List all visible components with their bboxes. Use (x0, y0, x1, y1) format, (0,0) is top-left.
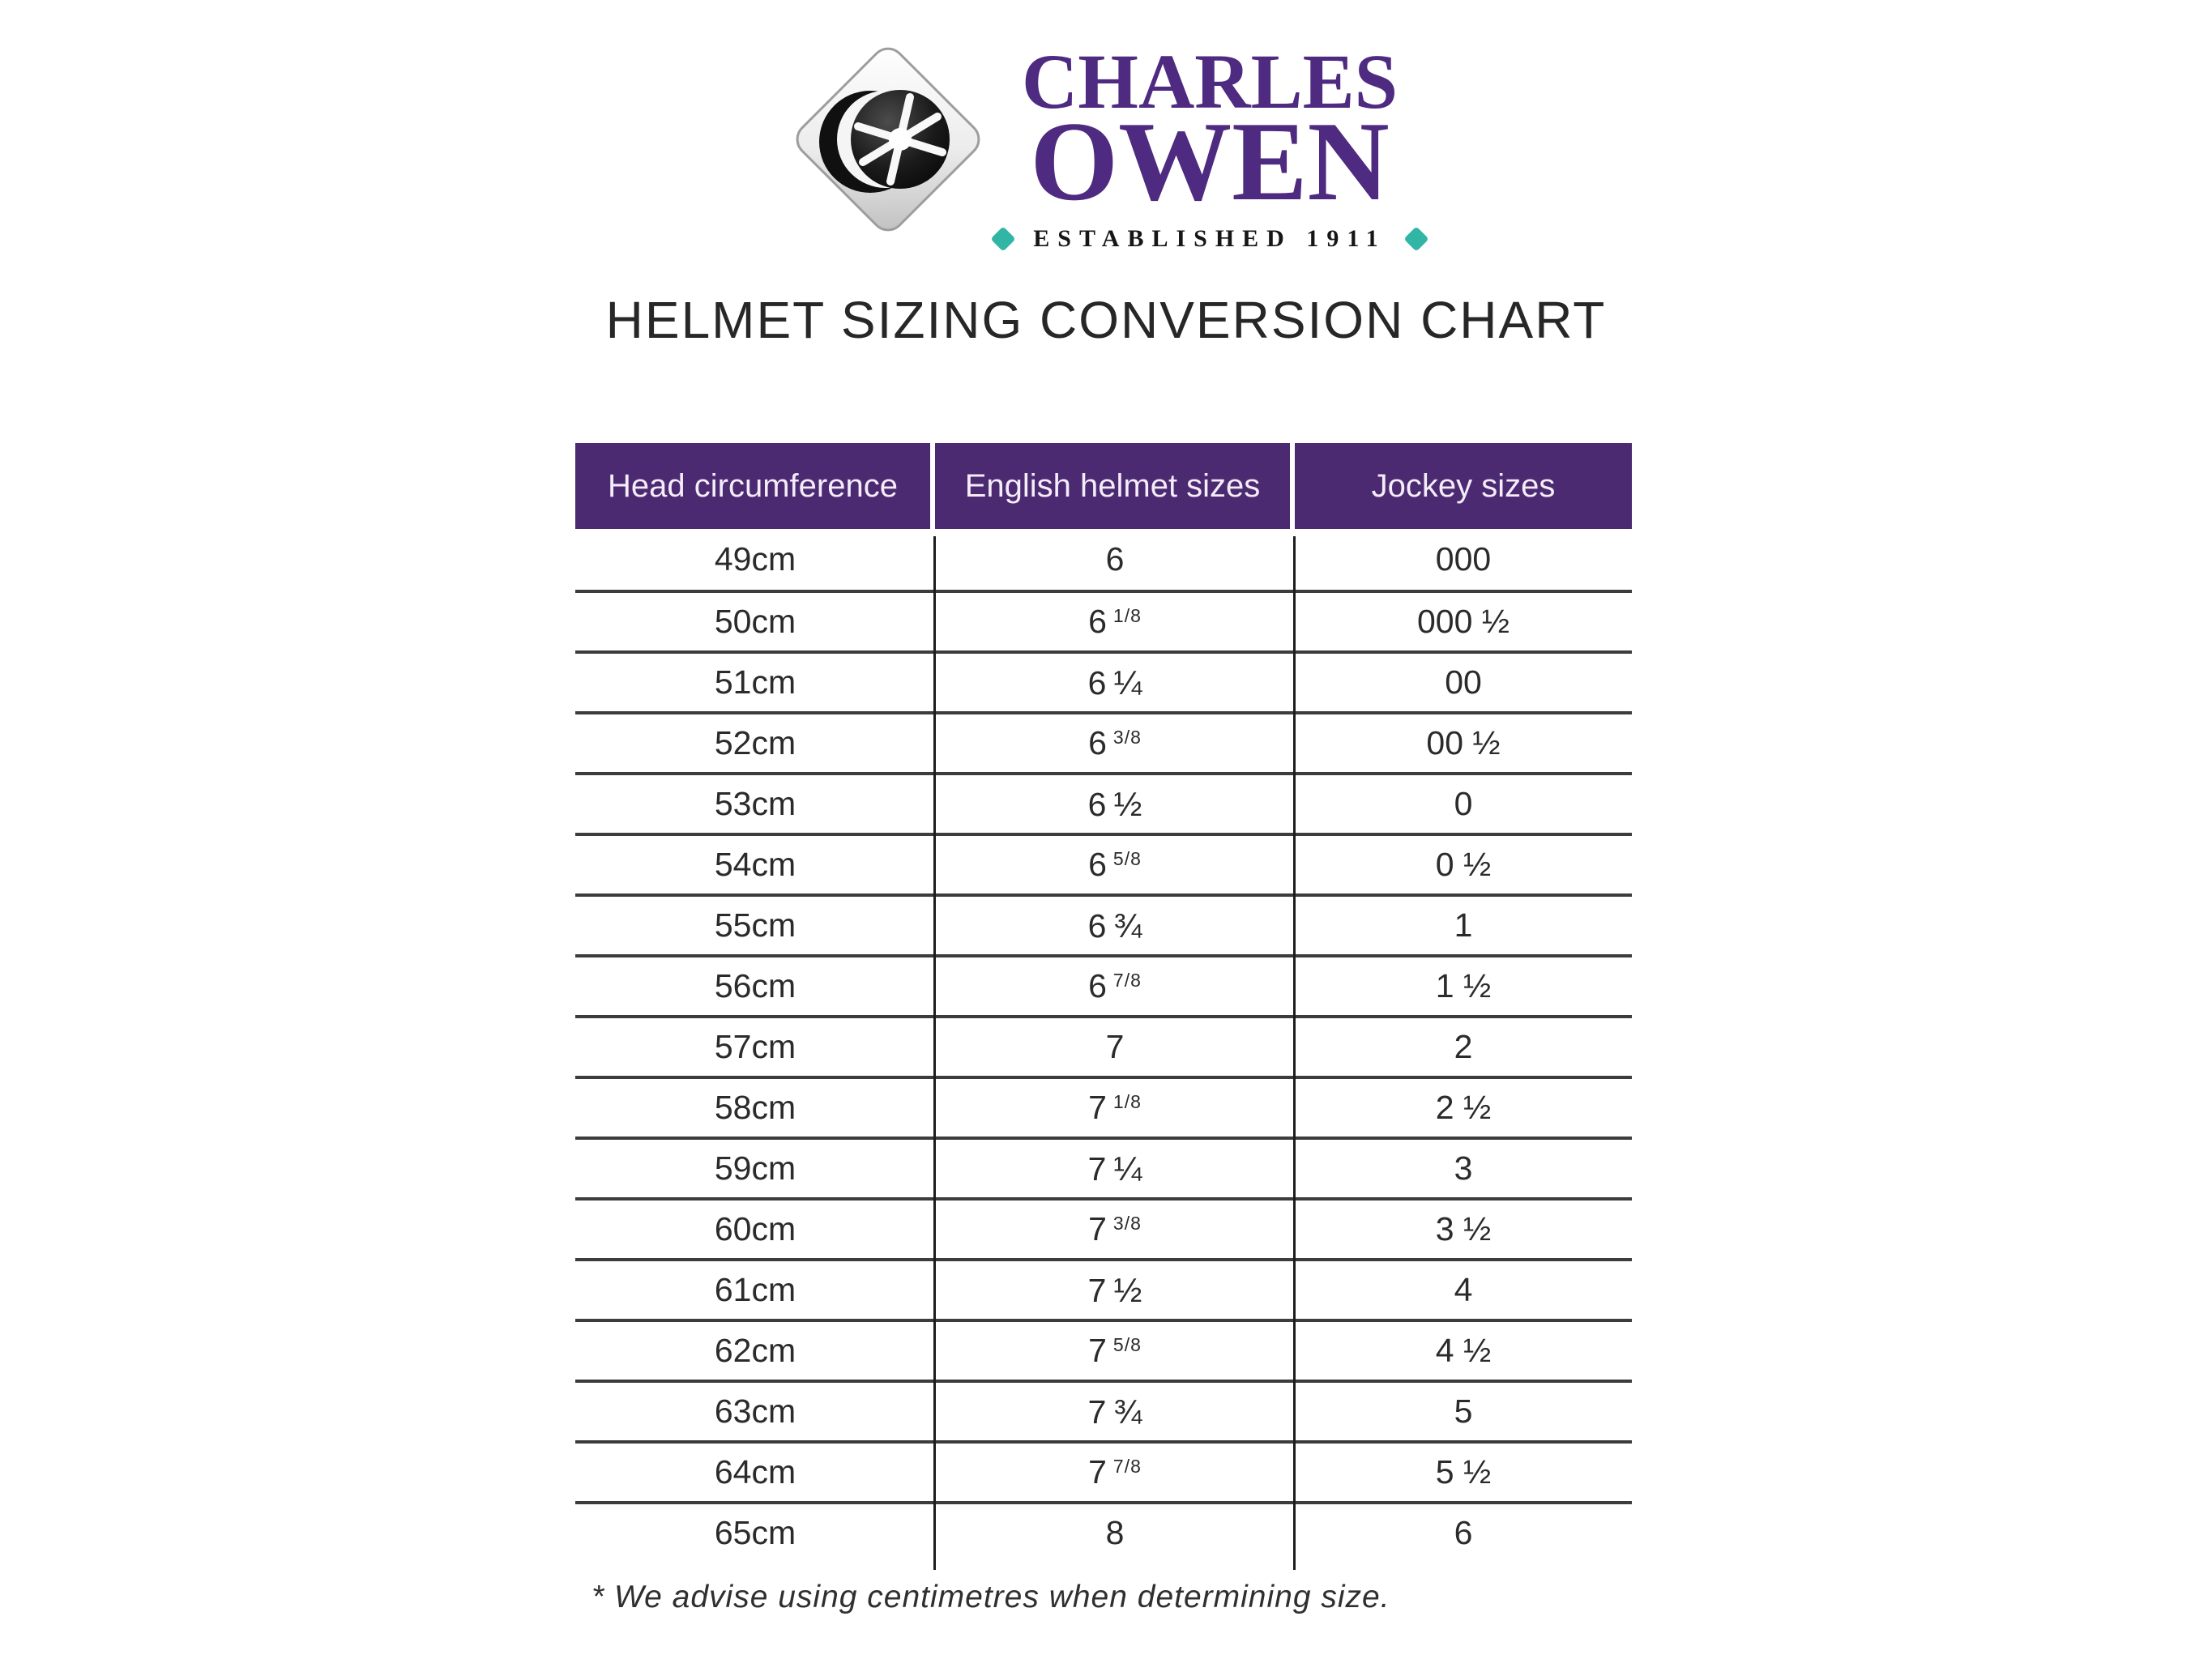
cell-english-helmet-size: 6 ¾ (1087, 906, 1142, 945)
table-row (575, 1197, 1632, 1258)
cell-english-helmet-size: 6 $^{7/8}$ (1088, 967, 1142, 1004)
cell-head-circumference: 56cm (714, 967, 796, 1004)
header-jockey-sizes: Jockey sizes (1295, 443, 1632, 529)
fraction: ¼ (1113, 663, 1142, 702)
table-row (575, 590, 1632, 650)
logo (0, 36, 2212, 253)
cell-english-helmet-size: 6 $^{3/8}$ (1088, 724, 1142, 761)
table-row (575, 1440, 1632, 1501)
cell-english-helmet-size: 7 ½ (1087, 1270, 1142, 1309)
cell-english-helmet-size: 6 $^{5/8}$ (1088, 846, 1142, 883)
table-row (575, 833, 1632, 893)
table-row (575, 772, 1632, 833)
cell-head-circumference: 53cm (714, 785, 796, 822)
table-row (575, 1015, 1632, 1076)
cell-jockey-size: 00 (1445, 663, 1482, 701)
cell-english-helmet-size: 7 $^{1/8}$ (1088, 1089, 1142, 1126)
cell-jockey-size: 0 ½ (1435, 846, 1492, 883)
cell-jockey-size: 000 ½ (1417, 603, 1510, 640)
footnote: * We advise using centimetres when determining size. (591, 1580, 1390, 1614)
teal-diamond-left-icon (991, 226, 1016, 251)
fraction: ½ (1113, 1270, 1142, 1309)
table-row (575, 1501, 1632, 1562)
brand-name-line2: OWEN (1030, 99, 1390, 224)
cell-head-circumference: 65cm (714, 1514, 796, 1551)
fraction: 3/8 (1112, 727, 1142, 748)
cell-english-helmet-size: 7 $^{3/8}$ (1088, 1210, 1142, 1247)
table-row (575, 1137, 1632, 1197)
cell-jockey-size: 4 (1454, 1271, 1473, 1308)
cell-jockey-size: 00 ½ (1426, 724, 1501, 761)
table-row (575, 893, 1632, 954)
column-divider-2 (1293, 536, 1296, 1570)
fraction: 3/8 (1112, 1213, 1142, 1234)
page-title: HELMET SIZING CONVERSION CHART (605, 291, 1607, 349)
fraction: 5/8 (1112, 1334, 1142, 1355)
fraction: 1/8 (1112, 1091, 1142, 1112)
table-row (575, 1319, 1632, 1380)
cell-head-circumference: 61cm (714, 1271, 796, 1308)
fraction: 7/8 (1112, 1456, 1142, 1477)
table-row (575, 1076, 1632, 1137)
cell-english-helmet-size: 7 $^{5/8}$ (1088, 1332, 1142, 1369)
brand-name-line1: CHARLES (1021, 38, 1399, 125)
cell-jockey-size: 3 ½ (1435, 1210, 1492, 1247)
cell-jockey-size: 0 (1454, 785, 1473, 822)
established-label: ESTABLISHED 1911 (1033, 225, 1386, 252)
fraction: 7/8 (1112, 970, 1142, 991)
table-row (575, 954, 1632, 1015)
cell-english-helmet-size: 7 (1105, 1028, 1125, 1065)
fraction: ¾ (1113, 906, 1142, 945)
cell-head-circumference: 57cm (714, 1028, 796, 1065)
cell-jockey-size: 3 (1454, 1149, 1473, 1187)
cell-english-helmet-size: 6 ¼ (1087, 663, 1142, 702)
charles-owen-diamond-icon (787, 36, 989, 243)
cell-jockey-size: 4 ½ (1435, 1332, 1492, 1369)
cell-jockey-size: 6 (1454, 1514, 1473, 1551)
cell-jockey-size: 5 ½ (1435, 1453, 1492, 1491)
sizing-table (575, 443, 1632, 1562)
teal-diamond-right-icon (1403, 226, 1428, 251)
header-english-helmet-sizes: English helmet sizes (935, 443, 1290, 529)
cell-english-helmet-size: 7 ¼ (1087, 1149, 1142, 1188)
cell-jockey-size: 5 (1454, 1392, 1473, 1430)
table-row (575, 1258, 1632, 1319)
cell-head-circumference: 59cm (714, 1149, 796, 1187)
cell-jockey-size: 000 (1435, 540, 1492, 578)
fraction: 1/8 (1112, 605, 1142, 626)
cell-head-circumference: 51cm (714, 663, 796, 701)
cell-head-circumference: 62cm (714, 1332, 796, 1369)
cell-english-helmet-size: 7 $^{7/8}$ (1088, 1453, 1142, 1491)
cell-head-circumference: 60cm (714, 1210, 796, 1247)
fraction: ¼ (1113, 1149, 1142, 1188)
table-row (575, 711, 1632, 772)
cell-head-circumference: 58cm (714, 1089, 796, 1126)
cell-head-circumference: 64cm (714, 1453, 796, 1491)
fraction: 5/8 (1112, 848, 1142, 869)
table-header-row (575, 443, 1632, 529)
fraction: ¾ (1113, 1392, 1142, 1431)
fraction: ½ (1113, 784, 1142, 823)
header-head-circumference: Head circumference (575, 443, 930, 529)
cell-english-helmet-size: 8 (1105, 1514, 1125, 1551)
established-line (994, 225, 1424, 253)
table-row (575, 650, 1632, 711)
cell-jockey-size: 1 (1454, 906, 1473, 944)
cell-jockey-size: 2 ½ (1435, 1089, 1492, 1126)
cell-head-circumference: 63cm (714, 1392, 796, 1430)
column-divider-1 (933, 536, 936, 1570)
brand-text (994, 38, 1424, 253)
table-row (575, 529, 1632, 590)
cell-jockey-size: 2 (1454, 1028, 1473, 1065)
table-body (575, 529, 1632, 1562)
cell-jockey-size: 1 ½ (1435, 967, 1492, 1004)
cell-english-helmet-size: 6 (1105, 540, 1125, 578)
cell-english-helmet-size: 6 ½ (1087, 784, 1142, 823)
cell-head-circumference: 55cm (714, 906, 796, 944)
cell-head-circumference: 54cm (714, 846, 796, 883)
cell-head-circumference: 52cm (714, 724, 796, 761)
cell-head-circumference: 49cm (714, 540, 796, 578)
cell-english-helmet-size: 6 $^{1/8}$ (1088, 603, 1142, 640)
cell-head-circumference: 50cm (714, 603, 796, 640)
table-row (575, 1380, 1632, 1440)
cell-english-helmet-size: 7 ¾ (1087, 1392, 1142, 1431)
